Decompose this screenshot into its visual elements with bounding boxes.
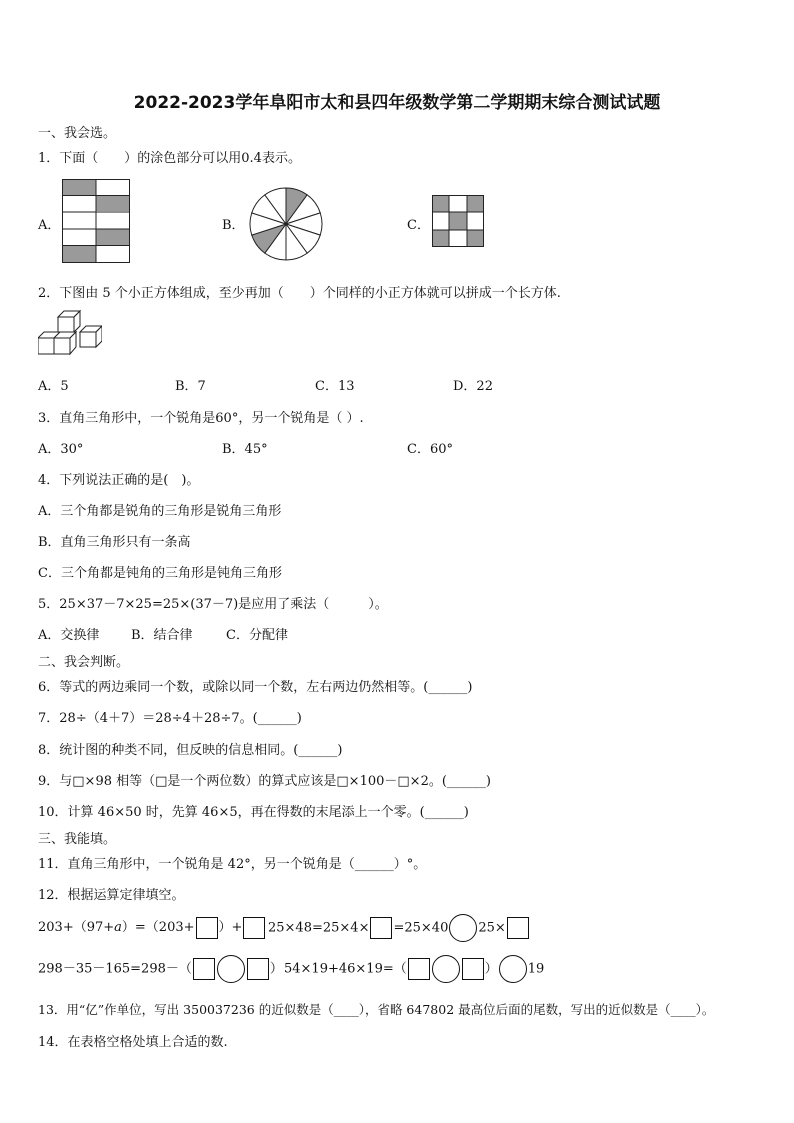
q12-line-1-right (268, 914, 530, 942)
answer-circle[interactable] (499, 955, 527, 983)
q2-option-d: D．22 (453, 379, 493, 394)
q12-expr-part: 54×19+46×19=（ (284, 961, 407, 977)
q4-option-c: C．三个角都是钝角的三角形是钝角三角形 (38, 566, 282, 581)
page-title: 2022-2023学年阜阳市太和县四年级数学第二学期期末综合测试试题 (133, 93, 661, 113)
q5-option-a: A．交换律 (38, 628, 100, 643)
q3-option-b: B．45° (222, 442, 268, 457)
question-14: 14．在表格空格处填上合适的数. (38, 1035, 228, 1050)
question-1: 1．下面（ ）的涂色部分可以用0.4表示。 (38, 151, 301, 166)
question-9: 9．与□×98 相等（□是一个两位数）的算式应该是□×100－□×2。(______) (38, 774, 491, 789)
option-label-c: C． (407, 218, 430, 233)
question-4: 4．下列说法正确的是( )。 (38, 473, 200, 488)
answer-box[interactable] (193, 958, 215, 980)
q12-line-2-right (284, 955, 544, 983)
answer-box[interactable] (462, 958, 484, 980)
q2-option-c: C．13 (315, 379, 355, 394)
q4-option-b: B．直角三角形只有一条高 (38, 535, 191, 550)
q12-expr-part: 25×48=25×4× (268, 920, 370, 936)
section-heading-1: 一、我会选。 (38, 126, 117, 141)
question-10: 10．计算 46×50 时，先算 46×5，再在得数的末尾添上一个零。(______) (38, 805, 469, 820)
q2-option-a: A．5 (38, 379, 69, 394)
question-7: 7．28÷（4＋7）＝28÷4＋28÷7。(______) (38, 711, 302, 726)
q4-option-a: A．三个角都是锐角的三角形是锐角三角形 (38, 504, 282, 519)
question-8: 8．统计图的种类不同，但反映的信息相同。(______) (38, 743, 343, 758)
q5-option-c: C．分配律 (226, 628, 288, 643)
q12-line-2-left (38, 955, 283, 983)
answer-box[interactable] (370, 917, 392, 939)
q12-expr-part: ） (484, 961, 498, 977)
question-13: 13．用“亿”作单位，写出 350037236 的近似数是（____），省略 647802 最高位后面的尾数，写出的近似数是（____）。 (38, 1002, 715, 1017)
question-3: 3．直角三角形中，一个锐角是60°，另一个锐角是（ ）. (38, 411, 364, 426)
circle-figure-b (248, 186, 324, 262)
q12-expr-part: 298－35－165=298－（ (38, 961, 192, 977)
option-label-b: B． (222, 218, 245, 233)
q12-variable-a: a (114, 920, 122, 935)
question-5: 5．25×37－7×25=25×(37－7)是应用了乘法（ ）。 (38, 597, 388, 612)
q12-expr-part: 19 (527, 961, 545, 977)
answer-circle[interactable] (217, 955, 245, 983)
q3-option-c: C．60° (407, 442, 453, 457)
answer-box[interactable] (507, 917, 529, 939)
q12-expr-part: ） (269, 961, 283, 977)
answer-box[interactable] (243, 917, 265, 939)
q12-expr-part: 25× (478, 920, 506, 936)
q12-expr-part: 203+（97+ (38, 920, 115, 935)
cube-stack-figure (38, 309, 102, 361)
q2-option-b: B．7 (175, 379, 206, 394)
q3-option-a: A．30° (38, 442, 84, 457)
option-label-a: A． (38, 218, 61, 233)
answer-box[interactable] (247, 958, 269, 980)
answer-circle[interactable] (432, 955, 460, 983)
q12-expr-part: ）+ (218, 920, 243, 935)
grid-figure-c (432, 195, 484, 247)
q12-expr-part: ）=（203+ (121, 920, 195, 935)
question-12: 12．根据运算定律填空。 (38, 888, 185, 903)
section-heading-3: 三、我能填。 (38, 832, 117, 847)
section-heading-2: 二、我会判断。 (38, 655, 130, 670)
question-6: 6．等式的两边乘同一个数，或除以同一个数，左右两边仍然相等。(______) (38, 680, 473, 695)
answer-box[interactable] (196, 917, 218, 939)
grid-figure-a (62, 179, 130, 263)
q12-line-1-left (38, 916, 266, 939)
q12-expr-part: =25×40 (393, 920, 449, 936)
answer-circle[interactable] (449, 914, 477, 942)
question-2: 2．下图由 5 个小正方体组成，至少再加（ ）个同样的小正方体就可以拼成一个长方体. (38, 286, 561, 301)
question-11: 11．直角三角形中，一个锐角是 42°，另一个锐角是（______）°。 (38, 857, 427, 872)
answer-box[interactable] (408, 958, 430, 980)
q5-option-b: B．结合律 (131, 628, 193, 643)
